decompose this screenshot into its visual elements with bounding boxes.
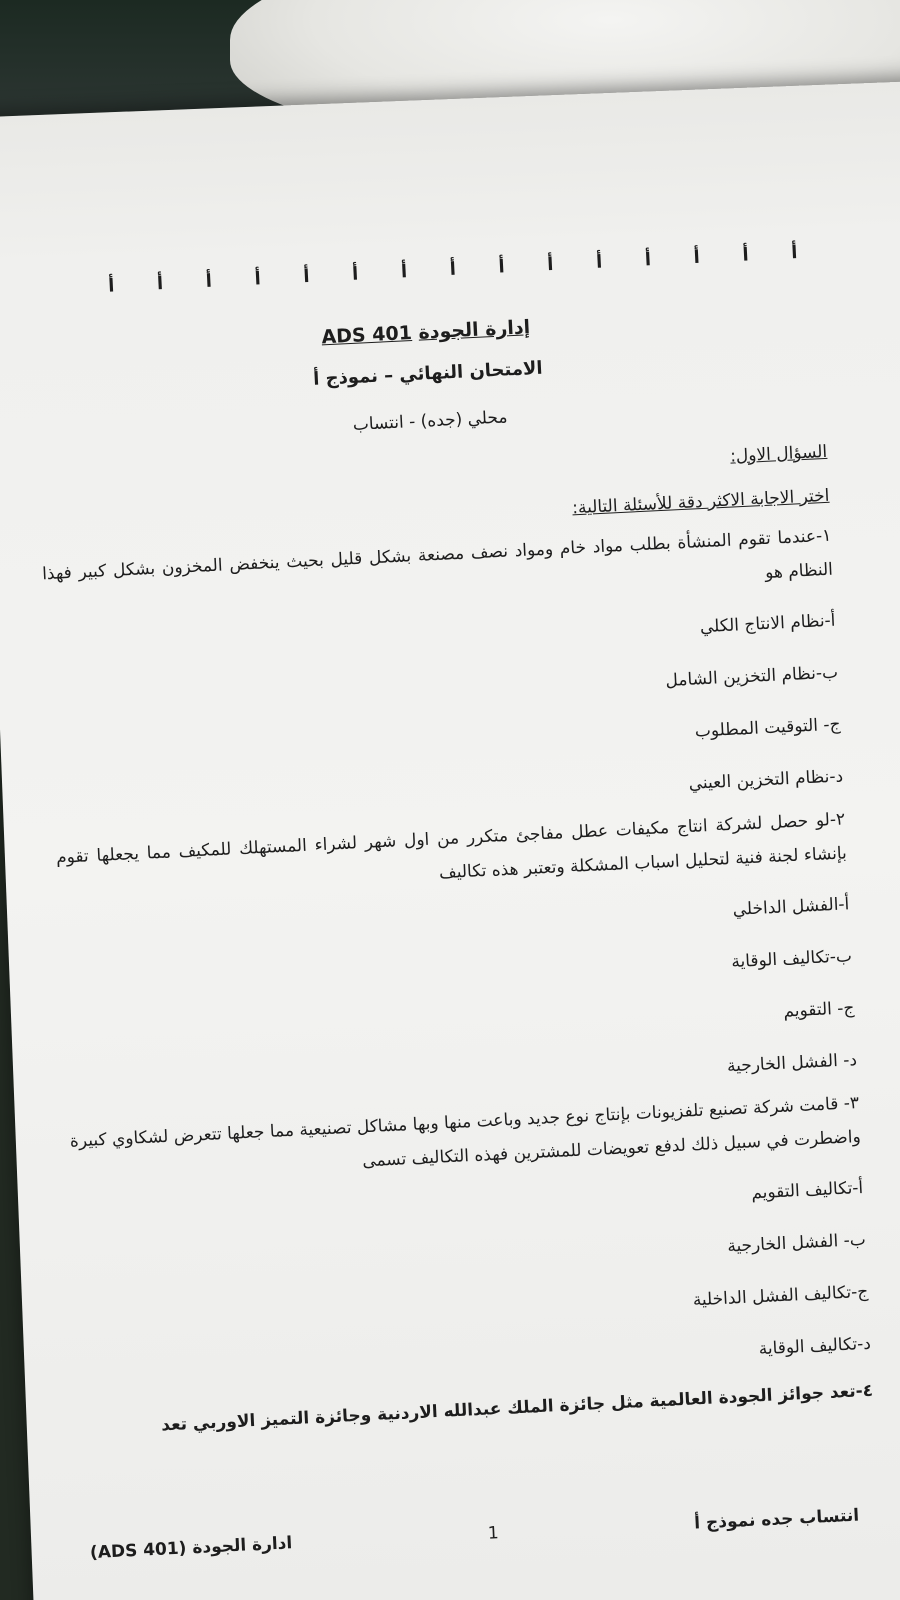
- answer-option: أ-تكاليف التقويم: [750, 1177, 864, 1204]
- exam-course-code: ADS 401: [320, 322, 413, 349]
- exam-content: [28, 241, 885, 1600]
- answer-mark: أ: [302, 265, 311, 288]
- answer-mark: أ: [546, 254, 554, 276]
- exam-subtitle: الامتحان النهائي – نموذج أ: [312, 357, 544, 390]
- footer-model-label: انتساب جده نموذج أ: [693, 1505, 860, 1534]
- answer-mark: أ: [449, 258, 457, 281]
- answer-option: د-نظام التخزين العيني: [688, 766, 844, 794]
- section-instruction: اختر الاجابة الاكثر دقة للأسئلة التالية:: [571, 485, 830, 519]
- page-number: 1: [487, 1523, 500, 1544]
- answer-mark: أ: [595, 251, 603, 273]
- answer-mark: أ: [741, 244, 750, 266]
- exam-location: محلي (جده) - انتساب: [352, 407, 508, 435]
- answer-option: ج- التقويم: [782, 998, 855, 1022]
- answer-option: أ-الفشل الداخلي: [732, 894, 850, 920]
- answer-option: أ-نظام الانتاج الكلي: [699, 610, 836, 638]
- answer-option: ب- الفشل الخارجية: [726, 1229, 867, 1257]
- exam-title-arabic: إدارة الجودة: [417, 316, 531, 344]
- answer-option: د-تكاليف الوقاية: [758, 1333, 872, 1360]
- answer-mark: أ: [205, 270, 213, 292]
- answer-mark: أ: [790, 242, 798, 264]
- question-text: ٣- قامت شركة تصنيع تلفزيونات بإنتاج نوع جديد وباعت منها وبها مشاكل تصنيعية مما جعلها تتعرض لشكاوي كبيرة واضطرت في سبيل ذلك لدفع تعويضات للمشترين فهذه التكاليف تسمى: [69, 1093, 862, 1172]
- answer-mark: أ: [107, 275, 115, 297]
- page-footer: [89, 1495, 880, 1574]
- answer-mark: أ: [644, 249, 652, 271]
- question-text: ١-عندما تقوم المنشأة بطلب مواد خام ومواد نصف مصنعة بشكل قليل بحيث ينخفض المخزون بشكل كبير فهذا النظام هو: [41, 525, 834, 585]
- answer-mark: أ: [156, 273, 164, 295]
- answer-option: ب-تكاليف الوقاية: [730, 946, 853, 973]
- answer-mark: أ: [254, 268, 262, 290]
- answer-option: ب-نظام التخزين الشامل: [665, 662, 839, 692]
- section-heading: السؤال الاول:: [729, 441, 828, 467]
- footer-course-label: ادارة الجودة (ADS 401): [89, 1533, 293, 1564]
- question-text: ٤-تعد جوائز الجودة العالمية مثل جائزة الملك عبدالله الاردنية وجائزة التميز الاوربي تعد: [160, 1380, 874, 1436]
- answer-mark: أ: [693, 246, 701, 269]
- question-text: ٢-لو حصل لشركة انتاج مكيفات عطل مفاجئ متكرر من اول شهر لشراء المستهلك للمكيف مما يجعلها تقوم بإنشاء لجنة فنية لتحليل اسباب المشكلة وتعتبر هذه تكاليف: [55, 809, 848, 884]
- answer-option: ج- التوقيت المطلوب: [694, 714, 841, 742]
- answer-option: د- الفشل الخارجية: [726, 1050, 858, 1077]
- answer-mark: أ: [497, 256, 506, 278]
- answer-mark: أ: [400, 261, 408, 283]
- exam-paper-sheet: [0, 80, 900, 1600]
- answer-mark: أ: [351, 263, 359, 285]
- answer-option: ج-تكاليف الفشل الداخلية: [692, 1281, 869, 1311]
